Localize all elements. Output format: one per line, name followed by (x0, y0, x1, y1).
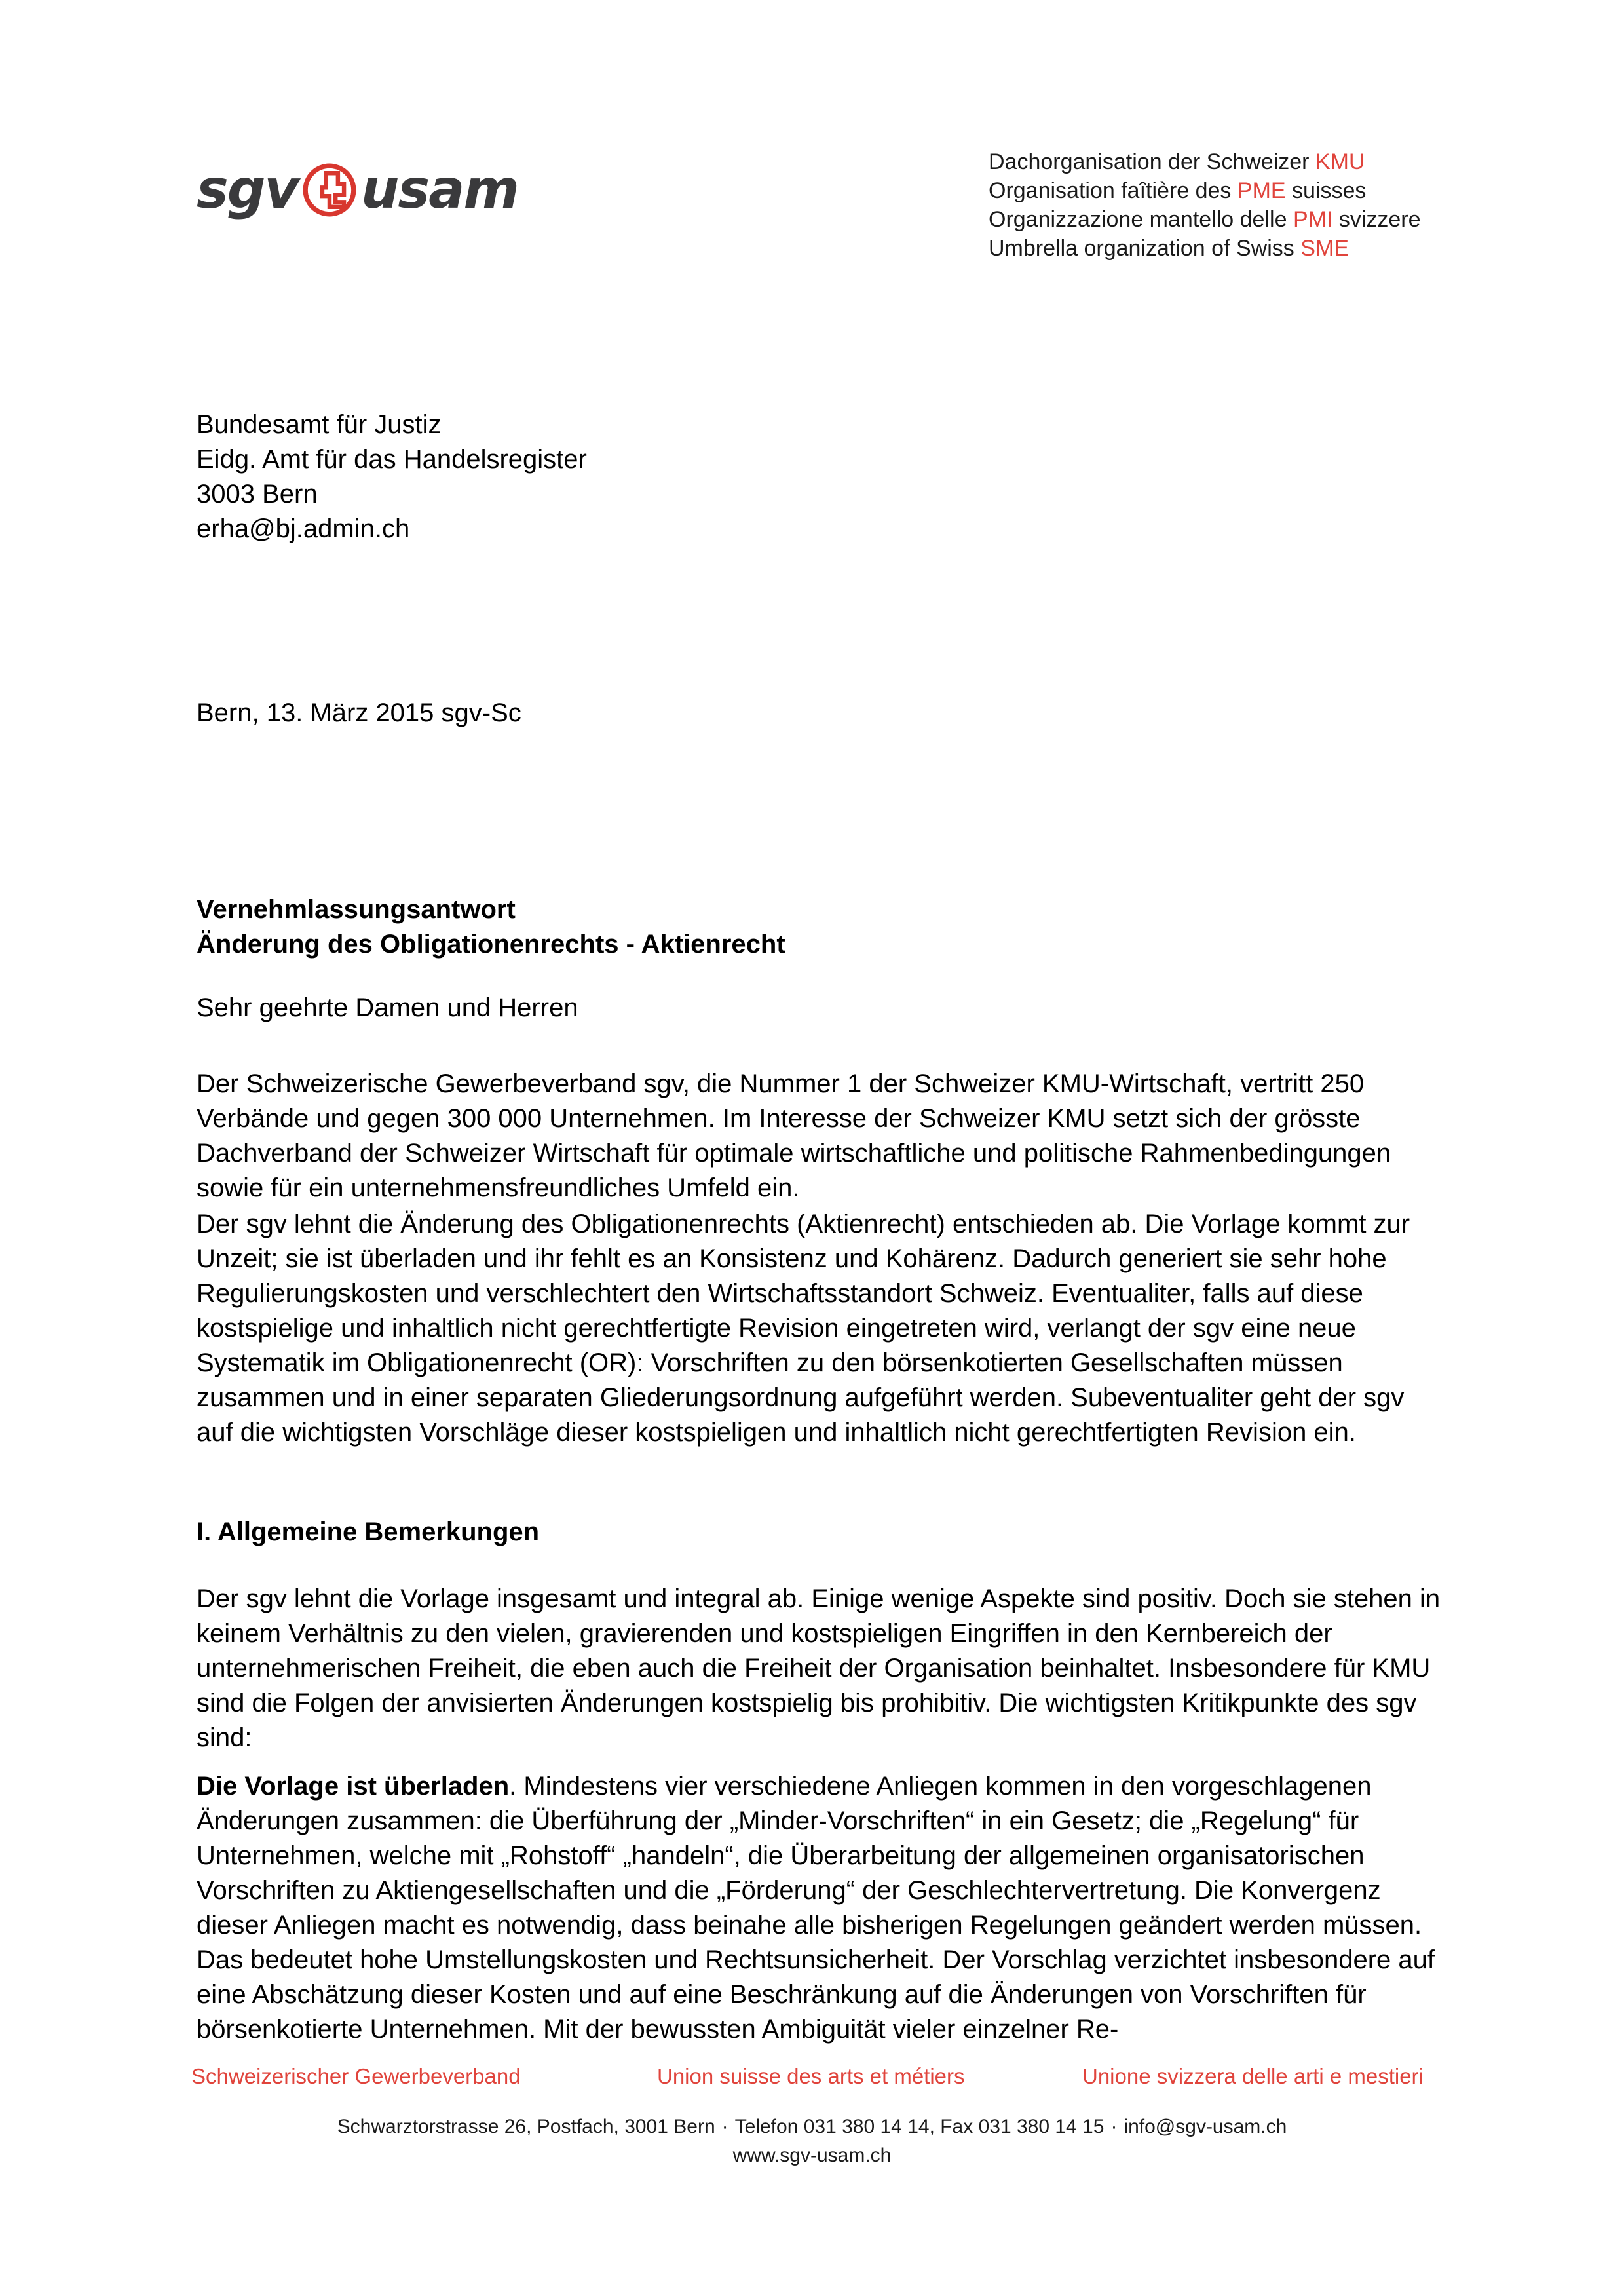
tagline-en-highlight: SME (1300, 236, 1349, 261)
footer-contact-line-2 (0, 2141, 1624, 2170)
dateline-text: Bern, 13. März 2015 sgv-Sc (197, 698, 521, 727)
paragraph-intro (197, 1067, 1441, 1206)
paragraph-general-text: Der sgv lehnt die Vorlage insgesamt und integral ab. Einige wenige Aspekte sind positiv. Doch sie stehen in keinem Verhältnis zu den vielen, gravierenden und kostspieligen Eingriffen in den Kernbereich der unternehmerischen Freiheit, die eben auch die Freiheit der Organisation beinhaltet. Insbesondere für KMU sind die Folgen der anvisierten Änderungen kostspielig bis prohibitiv. Die wichtigsten Kritikpunkte des sgv sind: (197, 1584, 1441, 1752)
paragraph-rejection-text: Der sgv lehnt die Änderung des Obligationenrechts (Aktienrecht) entschieden ab. Die Vorlage kommt zur Unzeit; sie ist überladen und ihr fehlt es an Konsistenz und Kohärenz. Dadurch generiert sie sehr hohe Regulierungskosten und verschlechtert den Wirtschaftsstandort Schweiz. Eventualiter, falls auf diese kostspielige und inhaltlich nicht gerechtfertigte Revision eingetreten wird, verlangt der sgv eine neue Systematik im Obligationenrecht (OR): Vorschriften zu den börsenkotierten Gesellschaften müssen zusammen und in einer separaten Gliederungsordnung aufgeführt werden. Subeventualiter geht der sgv auf die wichtigsten Vorschläge dieser kostspieligen und inhaltlich nicht gerechtfertigten Revision ein. (197, 1210, 1410, 1447)
tagline-fr-highlight: PME (1237, 178, 1286, 203)
recipient-address-block (197, 408, 1441, 546)
footer-separator-2: · (1110, 2116, 1118, 2137)
tagline-fr-suffix: suisses (1285, 178, 1367, 203)
footer-website[interactable]: www.sgv-usam.ch (732, 2145, 892, 2166)
recipient-line-2: Eidg. Amt für das Handelsregister (197, 445, 587, 474)
tagline-fr (989, 176, 1421, 205)
subject-line-1: Vernehmlassungsantwort (197, 895, 516, 924)
footer-contact-line-1 (0, 2113, 1624, 2141)
recipient-email: erha@bj.admin.ch (197, 514, 410, 543)
logo-text-sgv: sgv (197, 159, 298, 221)
footer-organization-names (0, 2064, 1624, 2098)
tagline-it-suffix: svizzere (1332, 207, 1421, 232)
recipient-line-1: Bundesamt für Justiz (197, 410, 442, 439)
dateline (197, 696, 1441, 731)
footer-name-fr: Union suisse des arts et métiers (657, 2064, 965, 2088)
footer-email[interactable]: info@sgv-usam.ch (1124, 2116, 1287, 2137)
paragraph-overload-text (197, 1769, 1441, 2047)
recipient-line-3: 3003 Bern (197, 480, 318, 508)
tagline-en (989, 234, 1421, 263)
paragraph-overload (197, 1769, 1441, 2047)
logo-text-usam: usam (360, 159, 518, 221)
footer-name-de: Schweizerischer Gewerbeverband (191, 2064, 521, 2088)
paragraph-rejection (197, 1207, 1441, 1450)
salutation (197, 991, 1441, 1025)
letter-footer (0, 2064, 1624, 2170)
paragraph-intro-text: Der Schweizerische Gewerbeverband sgv, die Nummer 1 der Schweizer KMU-Wirtschaft, vertritt 250 Verbände und gegen 300 000 Unternehmen. Im Interesse der Schweizer KMU setzt sich der grösste Dachverband der Schweizer Wirtschaft für optimale wirtschaftliche und politische Rahmenbedingungen sowie für ein unternehmensfreundliches Umfeld ein. (197, 1069, 1391, 1202)
subject-block (197, 892, 1441, 962)
tagline-de-highlight: KMU (1315, 149, 1365, 174)
footer-name-it: Unione svizzera delle arti e mestieri (1082, 2064, 1424, 2088)
paragraph-overload-lead: Die Vorlage ist überladen (197, 1772, 510, 1801)
organization-taglines (989, 147, 1421, 263)
letter-header (0, 147, 1624, 265)
sgv-usam-circle-cross-logo-icon (299, 160, 360, 220)
salutation-text: Sehr geehrte Damen und Herren (197, 993, 578, 1022)
tagline-en-prefix: Umbrella organization of Swiss (989, 236, 1301, 261)
tagline-de (989, 147, 1421, 176)
tagline-it-highlight: PMI (1293, 207, 1333, 232)
tagline-it-prefix: Organizzazione mantello delle (989, 207, 1293, 232)
paragraph-overload-rest: . Mindestens vier verschiedene Anliegen kommen in den vorgeschlagenen Änderungen zusammen: die Überführung der „Minder-Vorschriften“ in ein Gesetz; die „Regelung“ für Unternehmen, welche mit „Rohstoff“ „handeln“, die Überarbeitung der allgemeinen organisatorischen Vorschriften zu Aktiengesellschaften und die „Förderung“ der Geschlechtervertretung. Die Konvergenz dieser Anliegen macht es notwendig, dass beinahe alle bisherigen Regelungen geändert werden müssen. Das bedeutet hohe Umstellungskosten und Rechtsunsicherheit. Der Vorschlag verzichtet insbesondere auf eine Abschätzung dieser Kosten und auf eine Beschränkung auf die Änderungen von Vorschriften für börsenkotierte Unternehmen. Mit der bewussten Ambiguität vieler einzelner Re- (197, 1772, 1435, 2044)
section-heading-text: I. Allgemeine Bemerkungen (197, 1518, 540, 1546)
subject-line-2: Änderung des Obligationenrechts - Aktienrecht (197, 930, 785, 959)
paragraph-general (197, 1582, 1441, 1755)
tagline-de-prefix: Dachorganisation der Schweizer (989, 149, 1315, 174)
footer-phone-fax: Telefon 031 380 14 14, Fax 031 380 14 15 (734, 2116, 1105, 2137)
footer-contact-details (0, 2113, 1624, 2170)
tagline-it (989, 205, 1421, 234)
footer-address: Schwarztorstrasse 26, Postfach, 3001 Bern (337, 2116, 715, 2137)
section-heading-general-remarks (197, 1515, 1441, 1550)
footer-separator-1: · (721, 2116, 728, 2137)
tagline-fr-prefix: Organisation faîtière des (989, 178, 1237, 203)
sgv-usam-logo (197, 154, 518, 226)
